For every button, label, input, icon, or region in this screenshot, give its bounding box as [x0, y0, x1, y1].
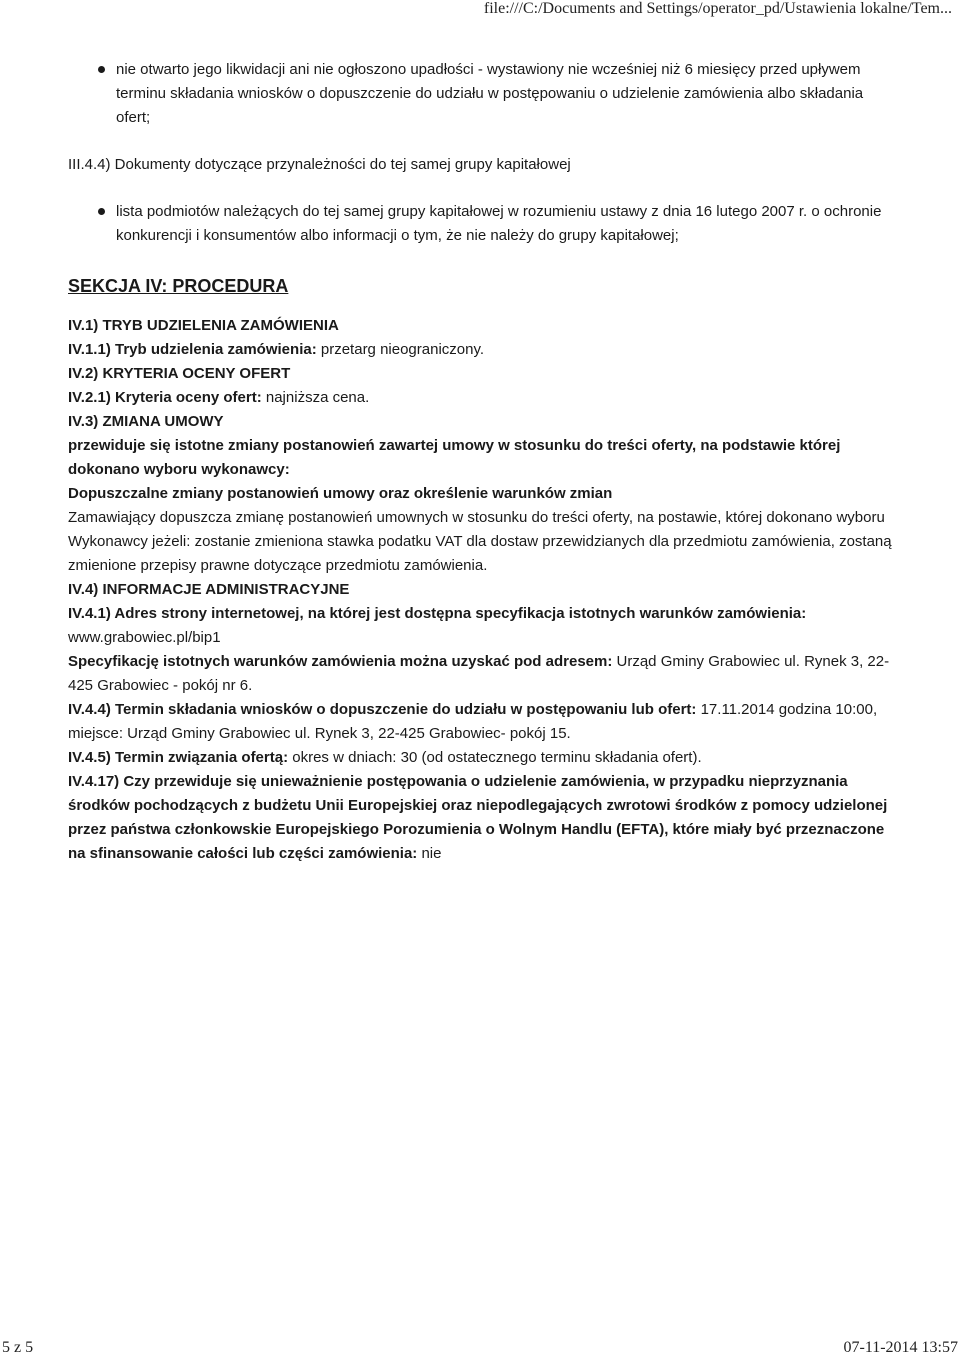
bullet-dot-icon	[98, 208, 105, 215]
iv-3-subheading: Dopuszczalne zmiany postanowień umowy oraz określenie warunków zmian	[68, 485, 613, 502]
print-header-path: file:///C:/Documents and Settings/operator_pd/Ustawienia lokalne/Tem...	[483, 0, 952, 17]
print-footer-datetime: 07-11-2014 13:57	[843, 1339, 958, 1356]
iv-4-5-line	[68, 746, 898, 770]
print-footer-page: 5 z 5	[2, 1339, 34, 1356]
iv-1-1-line	[68, 338, 898, 362]
iv-2-1-label: IV.2.1) Kryteria oceny ofert:	[68, 389, 262, 406]
iv-2-1-line	[68, 386, 898, 410]
bullet-item-capital-group	[68, 200, 898, 248]
bullet-item-liquidation	[68, 58, 898, 130]
section-title: SEKCJA IV: PROCEDURA	[68, 276, 289, 296]
iv-4-heading: IV.4) INFORMACJE ADMINISTRACYJNE	[68, 581, 350, 598]
iv-3-heading: IV.3) ZMIANA UMOWY	[68, 413, 224, 430]
iv-4-5-label: IV.4.5) Termin związania ofertą:	[68, 749, 289, 766]
bullet-dot-icon	[98, 66, 105, 73]
iv-4-4-label: IV.4.4) Termin składania wniosków o dopuszczenie do udziału w postępowaniu lub ofert:	[68, 701, 697, 718]
iv-1-1-value: przetarg nieograniczony.	[320, 341, 485, 358]
iv-4-17-line	[68, 770, 898, 866]
iv-4-17-label: IV.4.17) Czy przewiduje się unieważnienie postępowania o udzielenie zamówienia, w przypadku nieprzyznania środków pochodzących z budżetu Unii Europejskiej oraz niepodlegających zwrotowi środków z pomocy udzielonej przez państwa członkowskie Europejskiego Porozumienia o Wolnym Handlu (EFTA), które miały być przeznaczone na sfinansowanie całości lub części zamówienia:	[68, 773, 888, 862]
bullet-text: lista podmiotów należących do tej samej grupy kapitałowej w rozumieniu ustawy z dnia 16 lutego 2007 r. o ochronie konkurencji i konsumentów albo informacji o tym, że nie należy do grupy kapitałowej;	[116, 203, 882, 244]
section-iii-4-4-heading: III.4.4) Dokumenty dotyczące przynależności do tej samej grupy kapitałowej	[68, 156, 571, 173]
iv-3-question: przewiduje się istotne zmiany postanowień zawartej umowy w stosunku do treści oferty, na podstawie której dokonano wyboru wykonawcy:	[68, 437, 841, 478]
spec-line	[68, 650, 898, 698]
document-body	[68, 58, 898, 866]
iv-4-1-label: IV.4.1) Adres strony internetowej, na której jest dostępna specyfikacja istotnych warunków zamówienia:	[68, 605, 807, 622]
iv-4-4-line	[68, 698, 898, 746]
iv-4-1-url: www.grabowiec.pl/bip1	[68, 629, 221, 646]
iv-2-1-value: najniższa cena.	[265, 389, 370, 406]
iv-4-4-value: 17.11.2014 godzina 10:00, miejsce: Urząd Gminy Grabowiec ul. Rynek 3, 22-425 Grabowiec- pokój 15.	[68, 701, 878, 742]
iv-1-heading: IV.1) TRYB UDZIELENIA ZAMÓWIENIA	[68, 317, 339, 334]
spec-value: Urząd Gminy Grabowiec ul. Rynek 3, 22-425 Grabowiec - pokój nr 6.	[68, 653, 890, 694]
iv-4-5-value: okres w dniach: 30 (od ostatecznego terminu składania ofert).	[292, 749, 702, 766]
iv-3-text: Zamawiający dopuszcza zmianę postanowień umownych w stosunku do treści oferty, na postawie, której dokonano wyboru Wykonawcy jeżeli: zostanie zmieniona stawka podatku VAT dla dostaw przewidzianych dla przedmiotu zamówienia, zostaną zmienione przepisy prawne dotyczące przedmiotu zamówienia.	[68, 509, 892, 574]
bullet-text: nie otwarto jego likwidacji ani nie ogłoszono upadłości - wystawiony nie wcześniej niż 6 miesięcy przed upływem terminu składania wniosków o dopuszczenie do udziału w postępowaniu o udzielenie zamówienia albo składania ofert;	[116, 61, 864, 126]
iv-2-heading: IV.2) KRYTERIA OCENY OFERT	[68, 365, 291, 382]
iv-1-1-label: IV.1.1) Tryb udzielenia zamówienia:	[68, 341, 317, 358]
spec-label: Specyfikację istotnych warunków zamówienia można uzyskać pod adresem:	[68, 653, 613, 670]
iv-4-17-value: nie	[421, 845, 442, 862]
